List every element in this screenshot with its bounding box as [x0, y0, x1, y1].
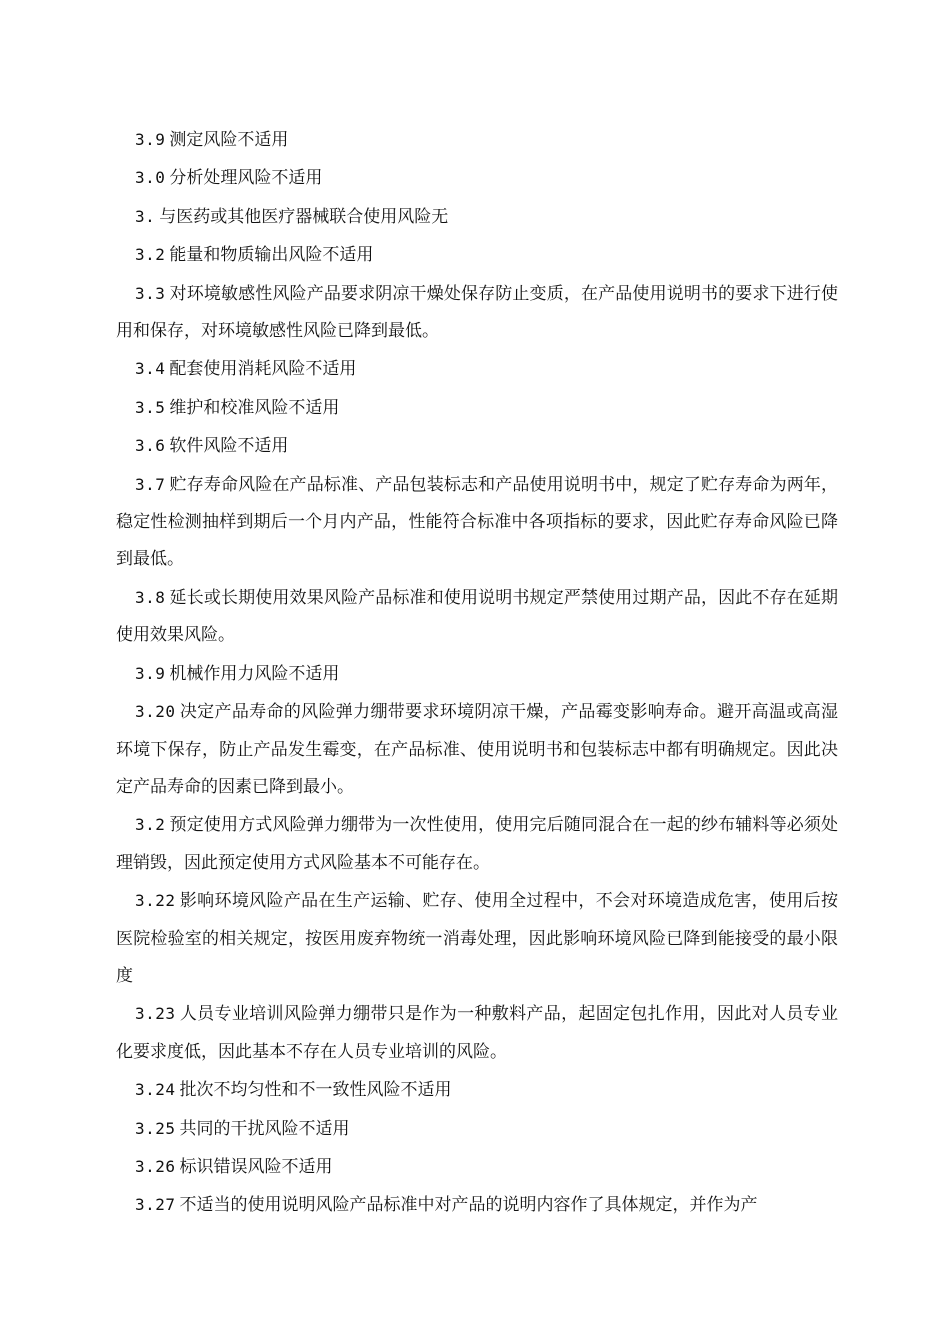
paragraph-text: 预定使用方式风险弹力绷带为一次性使用，使用完后随同混合在一起的纱布辅料等必须处理销毁，因此预定使用方式风险基本不可能存在。: [116, 815, 838, 873]
paragraph: [116, 655, 838, 693]
section-number: 3.4: [135, 359, 166, 379]
section-number: 3.20: [135, 702, 176, 722]
paragraph-text: 分析处理风险不适用: [169, 168, 323, 189]
section-number: 3.26: [135, 1156, 176, 1176]
paragraph: [116, 1148, 838, 1186]
paragraph: [116, 995, 838, 1071]
paragraph-text: 贮存寿命风险在产品标准、产品包装标志和产品使用说明书中，规定了贮存寿命为两年，稳定性检测抽样到期后一个月内产品，性能符合标准中各项指标的要求，因此贮存寿命风险已降到最低。: [116, 474, 838, 570]
paragraph: [116, 579, 838, 655]
paragraph: [116, 236, 838, 274]
paragraph: [116, 121, 838, 159]
paragraph-text: 延长或长期使用效果风险产品标准和使用说明书规定严禁使用过期产品，因此不存在延期使用效果风险。: [116, 587, 838, 646]
section-number: 3.22: [135, 891, 176, 911]
section-number: 3.24: [135, 1080, 176, 1100]
paragraph-text: 与医药或其他医疗器械联合使用风险无: [159, 206, 449, 227]
section-number: 3.0: [135, 168, 166, 188]
paragraph-text: 测定风险不适用: [169, 130, 289, 150]
paragraph: [116, 159, 838, 197]
paragraph: [116, 198, 838, 236]
section-number: 3.5: [135, 397, 166, 417]
paragraph-text: 决定产品寿命的风险弹力绷带要求环境阴凉干燥，产品霉变影响寿命。避开高温或高湿环境下保存，防止产品发生霉变，在产品标准、使用说明书和包装标志中都有明确规定。因此决定产品寿命的因素已降到最小。: [116, 702, 838, 797]
paragraph-text: 机械作用力风险不适用: [169, 663, 340, 684]
section-number: 3.3: [135, 283, 166, 303]
paragraph-text: 标识错误风险不适用: [179, 1156, 333, 1177]
paragraph: [116, 1110, 838, 1148]
paragraph: [116, 882, 838, 995]
paragraph-text: 对环境敏感性风险产品要求阴凉干燥处保存防止变质，在产品使用说明书的要求下进行使用和保存，对环境敏感性风险已降到最低。: [116, 283, 838, 342]
paragraph: [116, 1186, 838, 1224]
paragraph: [116, 275, 838, 351]
paragraph: [116, 350, 838, 388]
section-number: 3.9: [135, 663, 166, 683]
paragraph: [116, 389, 838, 427]
paragraph-text: 配套使用消耗风险不适用: [169, 359, 357, 380]
paragraph: [116, 693, 838, 806]
paragraph-text: 能量和物质输出风险不适用: [169, 245, 374, 266]
paragraph: [116, 427, 838, 465]
section-number: 3.6: [135, 436, 166, 456]
paragraph-text: 影响环境风险产品在生产运输、贮存、使用全过程中，不会对环境造成危害，使用后按医院检验室的相关规定，按医用废弃物统一消毒处理，因此影响环境风险已降到能接受的最小限度: [116, 891, 838, 986]
paragraph-text: 维护和校准风险不适用: [169, 397, 340, 418]
paragraph: [116, 806, 838, 882]
section-number: 3.25: [135, 1118, 176, 1138]
paragraph: [116, 1071, 838, 1109]
paragraph-text: 软件风险不适用: [169, 436, 289, 457]
section-number: 3.27: [135, 1195, 176, 1215]
document-body: [116, 121, 838, 1225]
section-number: 3.23: [135, 1004, 176, 1024]
section-number: 3.2: [135, 815, 166, 835]
paragraph-text: 人员专业培训风险弹力绷带只是作为一种敷料产品，起固定包扎作用，因此对人员专业化要求度低，因此基本不存在人员专业培训的风险。: [116, 1004, 838, 1062]
section-number: 3.7: [135, 474, 166, 494]
paragraph-text: 共同的干扰风险不适用: [179, 1118, 350, 1139]
section-number: 3.: [135, 206, 156, 226]
section-number: 3.9: [135, 130, 166, 149]
paragraph-text: 不适当的使用说明风险产品标准中对产品的说明内容作了具体规定，并作为产: [179, 1195, 758, 1216]
paragraph-text: 批次不均匀性和不一致性风险不适用: [179, 1080, 452, 1101]
paragraph: [116, 466, 838, 579]
section-number: 3.8: [135, 587, 166, 607]
section-number: 3.2: [135, 245, 166, 265]
